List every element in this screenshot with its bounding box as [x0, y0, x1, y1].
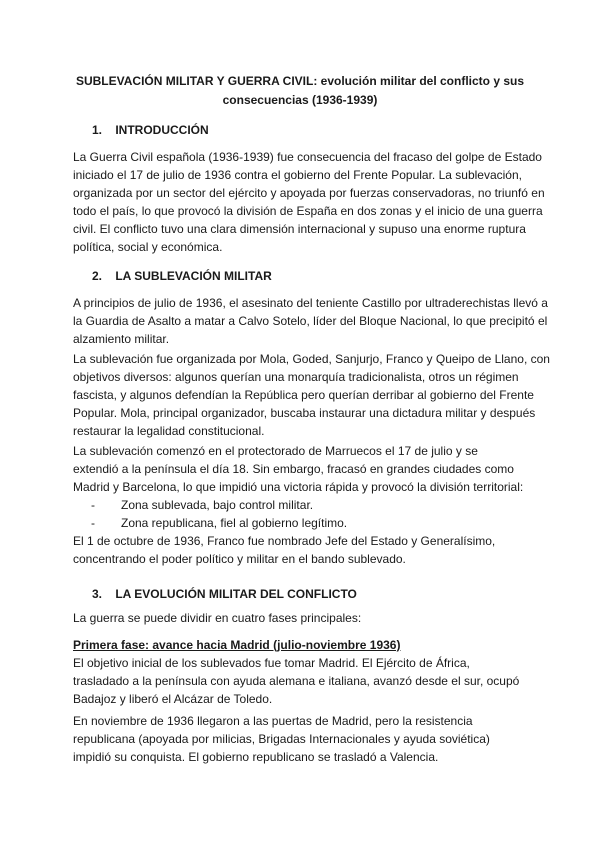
bullet-dash: - — [91, 516, 95, 530]
paragraph-evolucion-3 — [73, 712, 553, 766]
section-heading-intro — [92, 121, 209, 139]
text-line: La guerra se puede dividir en cuatro fases principales: — [73, 611, 362, 625]
text-line: El objetivo inicial de los sublevados fue tomar Madrid. El Ejército de África, — [73, 656, 470, 670]
text-line: civil. El conflicto tuvo una clara dimensión internacional y supuso una enorme ruptura — [73, 222, 526, 236]
text-line: republicana (apoyada por milicias, Brigadas Internacionales y ayuda soviética) — [73, 732, 490, 746]
section-number: 2. — [92, 269, 103, 283]
text-line: concentrando el poder político y militar en el bando sublevado. — [73, 552, 406, 566]
text-line: todo el país, lo que provocó la división de España en dos zonas y el inicio de una guerra — [73, 204, 543, 218]
text-line: La sublevación fue organizada por Mola, Goded, Sanjurjo, Franco y Queipo de Llano, con — [73, 352, 550, 366]
title-line-2: consecuencias (1936-1939) — [222, 93, 378, 107]
text-line: restaurar la legalidad constitucional. — [73, 424, 265, 438]
text-line: Popular. Mola, principal organizador, buscaba instaurar una dictadura militar y después — [73, 406, 536, 420]
text-line: trasladado a la península con ayuda alemana e italiana, avanzó desde el sur, ocupó — [73, 674, 520, 688]
text-line: Badajoz y liberó el Alcázar de Toledo. — [73, 692, 273, 706]
paragraph-sublevacion-1 — [73, 294, 553, 348]
section-heading-evolucion — [92, 585, 357, 603]
text-line: En noviembre de 1936 llegaron a las puertas de Madrid, pero la resistencia — [73, 714, 473, 728]
section-number: 1. — [92, 123, 103, 137]
paragraph-sublevacion-2 — [73, 350, 553, 440]
text-line: impidió su conquista. El gobierno republicano se trasladó a Valencia. — [73, 750, 439, 764]
text-line: organizada por un sector del ejército y apoyada por fuerzas conservadoras, no triunfó en — [73, 186, 545, 200]
text-line: La sublevación comenzó en el protectorado de Marruecos el 17 de julio y se — [73, 444, 478, 458]
section-heading-text: LA EVOLUCIÓN MILITAR DEL CONFLICTO — [115, 587, 357, 601]
text-line: la Guardia de Asalto a matar a Calvo Sotelo, líder del Bloque Nacional, lo que precipitó el — [73, 314, 548, 328]
list-item — [73, 496, 553, 514]
title-line-1: SUBLEVACIÓN MILITAR Y GUERRA CIVIL: evolución militar del conflicto y sus — [75, 74, 525, 88]
text-line: alzamiento militar. — [73, 332, 170, 346]
text-line: extendió a la península el día 18. Sin embargo, fracasó en grandes ciudades como — [73, 462, 514, 476]
section-number: 3. — [92, 587, 103, 601]
section-heading-text: INTRODUCCIÓN — [115, 123, 209, 137]
text-line: Madrid y Barcelona, lo que impidió una victoria rápida y provocó la división territorial: — [73, 480, 524, 494]
list-item — [73, 514, 553, 532]
list-item-text: Zona republicana, fiel al gobierno legítimo. — [121, 516, 348, 530]
paragraph-sublevacion-3 — [73, 442, 553, 568]
text-line: política, social y económica. — [73, 240, 223, 254]
paragraph-evolucion-2 — [73, 636, 553, 708]
bullet-dash: - — [91, 498, 95, 512]
text-line: La Guerra Civil española (1936-1939) fue consecuencia del fracaso del golpe de Estado — [73, 150, 542, 164]
paragraph-evolucion-1 — [73, 609, 553, 627]
text-line: fascista, y algunos defendían la República pero querían derribar al gobierno del Frente — [73, 388, 534, 402]
document-title — [60, 72, 540, 110]
list-item-text: Zona sublevada, bajo control militar. — [121, 498, 314, 512]
subsection-heading: Primera fase: avance hacia Madrid (julio-noviembre 1936) — [73, 638, 401, 652]
section-heading-text: LA SUBLEVACIÓN MILITAR — [115, 269, 272, 283]
text-line: A principios de julio de 1936, el asesinato del teniente Castillo por ultraderechistas llevó a — [73, 296, 548, 310]
text-line: iniciado el 17 de julio de 1936 contra el gobierno del Frente Popular. La sublevación, — [73, 168, 522, 182]
text-line: objetivos diversos: algunos querían una monarquía tradicionalista, otros un régimen — [73, 370, 519, 384]
section-heading-sublevacion — [92, 267, 272, 285]
paragraph-intro-1 — [73, 148, 553, 256]
text-line: El 1 de octubre de 1936, Franco fue nombrado Jefe del Estado y Generalísimo, — [73, 534, 496, 548]
